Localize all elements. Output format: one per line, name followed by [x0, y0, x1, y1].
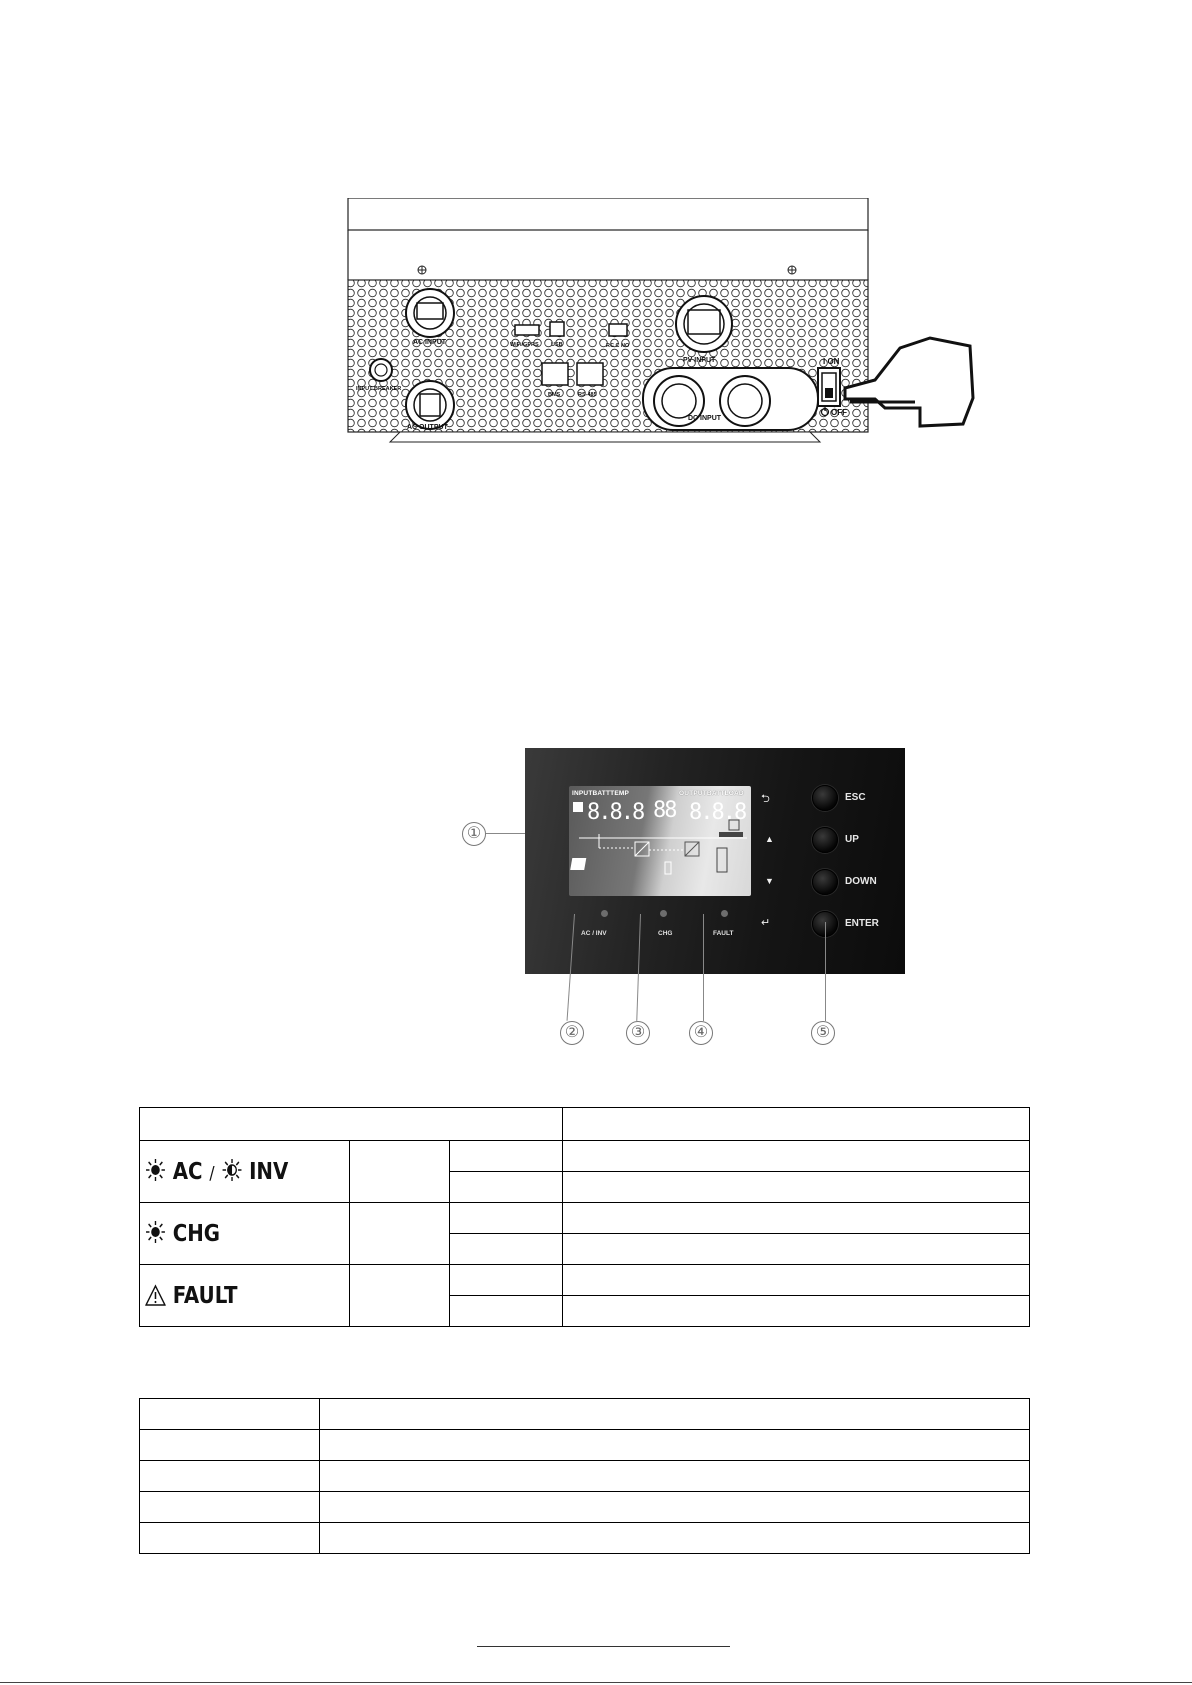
callout-3: ③: [626, 1021, 650, 1045]
ac-label: AC: [172, 1159, 203, 1185]
table-row: [140, 1523, 1030, 1554]
up-arrow-icon: ▲: [765, 834, 774, 844]
ac-output-label: AC OUTPUT: [407, 424, 448, 431]
callout-4-leader: [703, 914, 704, 1021]
page-bottom-rule: [0, 1682, 1192, 1683]
fault-indicator-cell: [140, 1265, 350, 1327]
table-cell: [320, 1492, 1030, 1523]
lcd-right-header: OUTPUTBATTLOAD: [679, 790, 744, 797]
table-header-row: [140, 1108, 1030, 1141]
table-header-row: [140, 1399, 1030, 1430]
color-cell: [350, 1203, 450, 1265]
dry-contact-port: [609, 324, 627, 336]
down-label: DOWN: [845, 876, 877, 887]
up-button[interactable]: [812, 827, 838, 853]
bms-port: [542, 363, 568, 385]
color-cell: [350, 1141, 450, 1203]
table-header-cell-indicator: [140, 1108, 563, 1141]
fault-led: [721, 910, 728, 917]
table-cell: [140, 1399, 320, 1430]
status-cell: [450, 1296, 563, 1327]
separator: /: [209, 1163, 215, 1184]
chg-led: [660, 910, 667, 917]
ac-inv-indicator-cell: [140, 1141, 350, 1203]
table-row: [140, 1265, 1030, 1296]
inverter-bottom-view: [345, 198, 985, 463]
ac-output-port: [406, 381, 454, 429]
usb-label: USB: [551, 342, 563, 348]
color-cell: [350, 1265, 450, 1327]
down-arrow-icon: ▼: [765, 876, 774, 886]
callout-2: ②: [560, 1021, 584, 1045]
rs485-port: [577, 363, 603, 385]
esc-label: ESC: [845, 792, 866, 803]
pv-input-port: [676, 296, 732, 352]
lcd-display: [569, 786, 751, 896]
led-indicator-table: [139, 1107, 1030, 1327]
footer-rule: [477, 1646, 730, 1647]
usb-port: [550, 322, 564, 336]
rc-c-no-label: RC C NO: [606, 343, 630, 349]
chg-label: CHG: [172, 1221, 221, 1247]
message-cell: [563, 1265, 1030, 1296]
sun-icon: [145, 1158, 166, 1182]
status-cell: [450, 1141, 563, 1172]
wifi-gprs-port: [515, 325, 539, 335]
table-row: [140, 1203, 1030, 1234]
up-label: UP: [845, 834, 859, 845]
message-cell: [563, 1296, 1030, 1327]
screw-icon: [788, 266, 796, 274]
table-cell: [140, 1430, 320, 1461]
esc-button[interactable]: [812, 785, 838, 811]
button-function-table: [139, 1398, 1030, 1554]
screw-icon: [418, 266, 426, 274]
half-sun-icon: [222, 1158, 243, 1182]
power-switch[interactable]: [818, 368, 840, 406]
down-button[interactable]: [812, 869, 838, 895]
table-cell: [320, 1461, 1030, 1492]
table-cell: [140, 1492, 320, 1523]
table-cell: [140, 1523, 320, 1554]
table-header-cell-message: [563, 1108, 1030, 1141]
lcd-left-header: INPUTBATTTEMP: [572, 790, 630, 797]
table-row: [140, 1430, 1030, 1461]
wifi-gprs-label: WiFi/GPRS: [510, 342, 539, 348]
table-cell: [140, 1461, 320, 1492]
enter-icon: ↵: [761, 917, 771, 929]
fault-label: FAULT: [172, 1282, 238, 1309]
warning-triangle-icon: [145, 1284, 166, 1306]
status-cell: [450, 1234, 563, 1265]
enter-label: ENTER: [845, 918, 879, 929]
fault-led-label: FAULT: [713, 930, 734, 937]
esc-icon: ⮌: [761, 793, 770, 805]
chg-indicator-cell: [140, 1203, 350, 1265]
lcd-left-digits: 8.8.8: [587, 800, 644, 825]
control-panel: [525, 748, 905, 974]
message-cell: [563, 1141, 1030, 1172]
table-row: [140, 1492, 1030, 1523]
pv-input-label: PV INPUT: [683, 357, 716, 364]
ac-inv-led: [601, 910, 608, 917]
rs485-label: RS-485: [578, 392, 597, 398]
table-cell: [320, 1399, 1030, 1430]
sun-icon: [145, 1220, 166, 1244]
input-breaker-label: INPUT BREAKER: [356, 386, 402, 392]
solar-panel-icon: [570, 858, 586, 870]
lcd-center-digits: 88: [653, 798, 676, 823]
bms-label: BMS: [548, 392, 561, 398]
switch-on-label: I ON: [823, 357, 840, 366]
lcd-flow-diagram: [569, 786, 751, 896]
callout-4: ④: [689, 1021, 713, 1045]
table-cell: [320, 1523, 1030, 1554]
inv-label: INV: [249, 1159, 289, 1185]
status-cell: [450, 1203, 563, 1234]
status-cell: [450, 1265, 563, 1296]
ac-input-port: [406, 289, 454, 337]
callout-5: ⑤: [811, 1021, 835, 1045]
ac-input-label: AC INPUT: [413, 339, 447, 346]
callout-1-circle: ①: [462, 822, 486, 846]
ac-inv-led-label: AC / INV: [581, 930, 607, 937]
callout-5-leader: [825, 922, 826, 1021]
chg-led-label: CHG: [658, 930, 673, 937]
lcd-right-digits: 8.8.8: [689, 800, 746, 825]
table-cell: [320, 1430, 1030, 1461]
dc-input-label: DC INPUT: [688, 415, 722, 422]
table-row: [140, 1141, 1030, 1172]
input-breaker: [370, 359, 392, 381]
table-row: [140, 1461, 1030, 1492]
status-cell: [450, 1172, 563, 1203]
message-cell: [563, 1172, 1030, 1203]
message-cell: [563, 1203, 1030, 1234]
message-cell: [563, 1234, 1030, 1265]
switch-off-label: OFF: [831, 408, 847, 417]
